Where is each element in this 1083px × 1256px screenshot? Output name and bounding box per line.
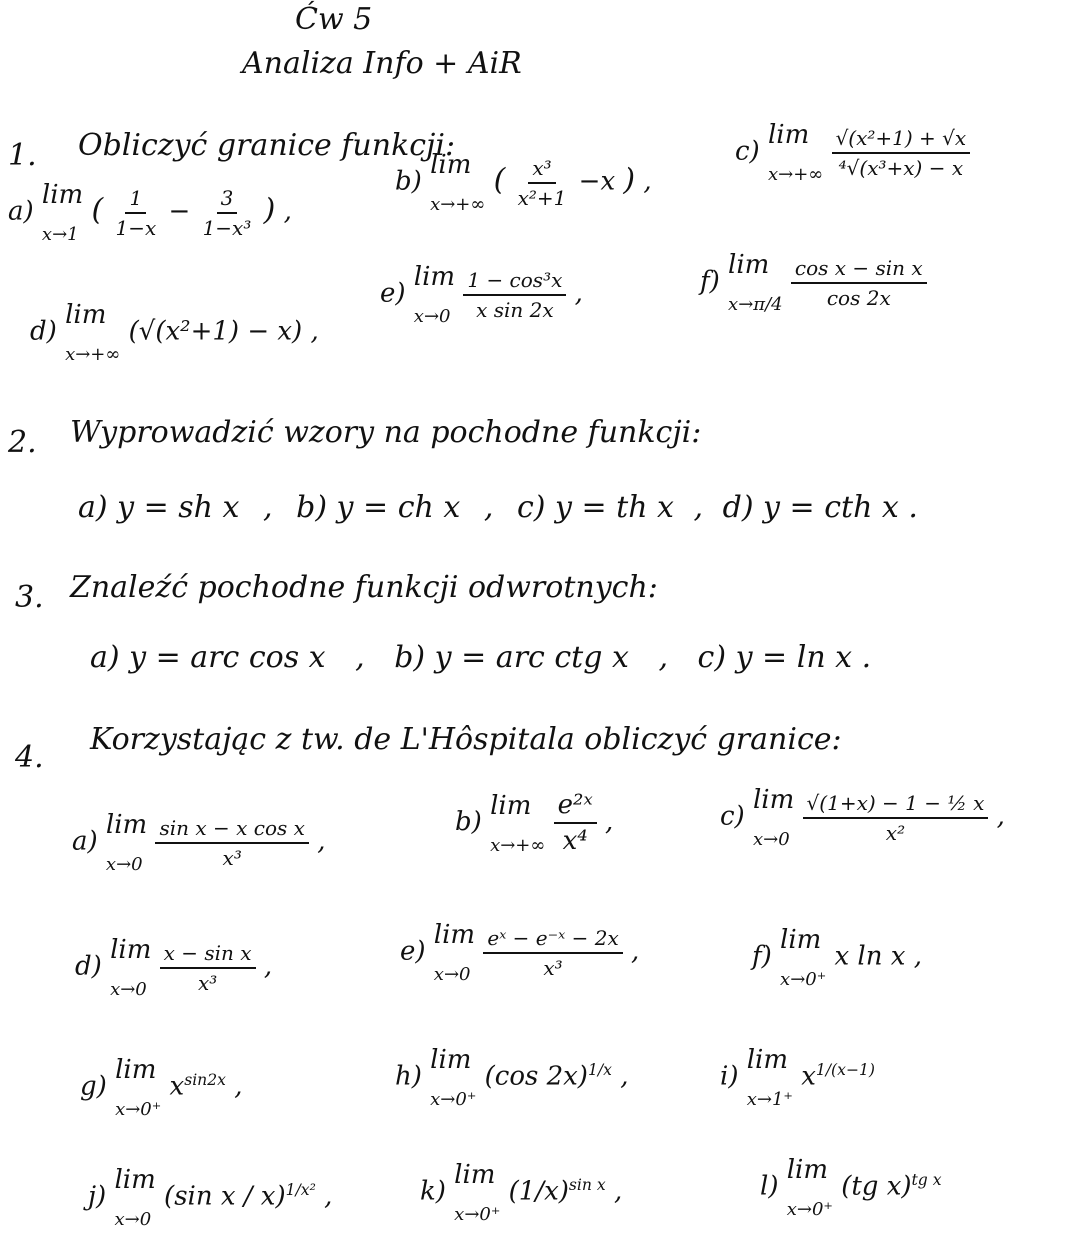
task1a-lim: lim x→1 [41,180,84,245]
task2-number: 2. [8,425,37,460]
task1a-label: a) [8,196,34,227]
task1e-fraction: $\frac{\text{1 − cos³x}}{\text{x sin 2x}}$ [463,268,566,322]
task4l-limit: l) lim x→0⁺ (tg x)$^{tg x}$ [760,1155,942,1220]
task1e-label: e) [380,278,406,309]
task4g-limit: g) lim x→0⁺ $x^{sin2x}$ , [80,1055,243,1120]
task1-title: Obliczyć granice funkcji: [78,128,456,163]
task3c: c) y = ln x . [697,640,872,675]
task1c-limit [735,120,970,185]
task4f-limit: f) lim x→0⁺ x ln x , [752,925,922,990]
task4a-fraction: $\frac{\text{sin x − x cos x}}{\text{x³}}$ [155,816,308,870]
task4d-limit: d) lim x→0 $\frac{\text{x − sin x}}{\text{x³}}$ , [75,935,273,1000]
task4d-fraction: $\frac{\text{x − sin x}}{\text{x³}}$ [160,941,256,995]
task1c-lim: lim x→+∞ [767,120,824,185]
task1c-fraction: $\frac{\text{√(x²+1) + √x}}{\text{⁴√(x³+x) − x}}$ [832,126,971,180]
task4k-limit: k) lim x→0⁺ $(1/x)^{sin x}$ , [420,1160,623,1225]
task1b-fraction: $\frac{\text{x³}}{\text{x²+1}}$ [517,155,567,210]
task3b: b) y = arc ctg x [394,640,629,675]
task1a-fraction-1: $\frac{1}{1-x}$ [115,185,157,240]
task1b-label: b) [395,166,422,197]
task2d: d) y = cth x . [722,490,918,525]
task4j-limit: j) lim x→0 (sin x / x)$^{1/x^2}$ , [88,1165,333,1230]
task4h-limit: h) lim x→0⁺ (cos 2x)$^{1/x}$ , [395,1045,629,1110]
task1b-lim: lim x→+∞ [430,150,486,215]
task1f-fraction: $\frac{\text{cos x − sin x}}{\cos 2x}$ [791,256,927,310]
exercise-number-heading: Ćw 5 [295,2,373,37]
task3a: a) y = arc cos x [90,640,326,675]
task1f-lim: lim x→π/4 [728,250,783,315]
task4e-fraction: $\frac{\text{eˣ − e⁻ˣ − 2x}}{\text{x³}}$ [483,926,622,980]
task1e-lim: lim x→0 [413,262,456,327]
task1a-limit: a) lim x→1 ( $\frac{1}{1-x}$ − $\frac{3}{\text{1−x³}}$ ) , [8,180,292,245]
task1-number: 1. [8,138,37,173]
task2a: a) y = sh x [78,490,240,525]
task1f-limit [700,250,927,315]
task1d-lim: lim x→+∞ [65,300,121,365]
task4a-limit: a) lim x→0 $\frac{\text{sin x − x cos x}}{\text{x³}}$ , [72,810,326,875]
task1d-limit: d) lim x→+∞ (√(x²+1) − x) , [30,300,319,365]
task1d-label: d) [30,316,57,347]
task1c-label: c) [735,136,760,167]
task1f-label: f) [700,266,720,297]
task4-title: Korzystając z tw. de L'Hôspitala obliczyć granice: [90,722,842,757]
task2-title: Wyprowadzić wzory na pochodne funkcji: [70,415,702,450]
task2c: c) y = th x [516,490,674,525]
task2-items: a) y = sh x , b) y = ch x , c) y = th x , d) y = cth x . [78,490,918,525]
task4b-limit: b) lim x→+∞ $\frac{\text{e²ˣ}}{\text{x⁴}}$ , [455,790,614,856]
task4e-limit: e) lim x→0 $\frac{\text{eˣ − e⁻ˣ − 2x}}{\text{x³}}$ , [400,920,640,985]
task3-title: Znaleźć pochodne funkcji odwrotnych: [70,570,658,605]
task4-number: 4. [15,740,44,775]
task4i-limit: i) lim x→1⁺ $x^{1/(x-1)}$ [720,1045,875,1110]
task4b-fraction: $\frac{\text{e²ˣ}}{\text{x⁴}}$ [554,790,597,856]
task3-items: a) y = arc cos x , b) y = arc ctg x , c) y = ln x . [90,640,872,675]
task4c-limit: c) lim x→0 $\frac{\text{√(1+x) − 1 − ½ x}}{\text{x²}}$ , [720,785,1005,850]
task1e-limit: e) lim x→0 $\frac{\text{1 − cos³x}}{\text{x sin 2x}}$ , [380,262,583,327]
task2b: b) y = ch x [296,490,461,525]
task1a-fraction-2: $\frac{3}{\text{1−x³}}$ [202,185,252,240]
task4c-fraction: $\frac{\text{√(1+x) − 1 − ½ x}}{\text{x²}}$ [803,791,989,845]
task1b-limit: b) lim x→+∞ ( $\frac{\text{x³}}{\text{x²+1}}$ −x ) , [395,150,652,215]
task3-number: 3. [15,580,44,615]
course-title: Analiza Info + AiR [242,46,522,81]
